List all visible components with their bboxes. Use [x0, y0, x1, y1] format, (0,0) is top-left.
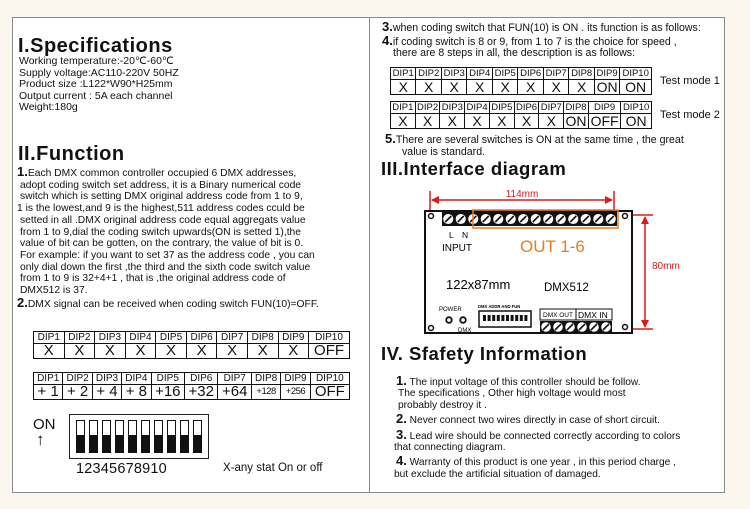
- dip-value-cell: +128: [251, 385, 280, 400]
- dip-value-cell: X: [34, 344, 65, 359]
- input-label: INPUT: [442, 243, 472, 254]
- text-line: only dial down the first ,the third and the sixth code switch value: [20, 261, 311, 273]
- dip-value-cell: X: [416, 80, 441, 95]
- dip-table-values: [33, 372, 350, 400]
- dip-header-cell: DIP1: [391, 68, 416, 80]
- text-line: value is standard.: [402, 145, 486, 158]
- dip-header-cell: DIP7: [543, 68, 568, 80]
- height-dimension-label: 80mm: [652, 261, 680, 272]
- dip-header-cell: DIP8: [251, 373, 280, 385]
- spec-line: Working temperature:-20℃-60℃: [19, 55, 174, 67]
- power-led: [446, 317, 452, 323]
- board-dip-key: [492, 315, 495, 321]
- dip-header-cell: DIP10: [621, 102, 652, 114]
- dip-header-cell: DIP1: [392, 102, 414, 113]
- text-line: switch which is setting DMX original address code from 1 to 9,: [20, 191, 303, 203]
- dip-header-cell: DIP7: [540, 102, 562, 113]
- text-line: if coding switch is 8 or 9, from 1 to 7 is the choice for speed ,: [392, 35, 677, 48]
- dip-header-cell: DIP9: [281, 373, 310, 385]
- dmx-led: [460, 317, 466, 323]
- specifications-title: I.Specifications: [18, 35, 173, 57]
- text-line: Never connect two wires directly in case of short circuit.: [406, 415, 660, 427]
- dip-value-cell: + 1: [34, 385, 63, 400]
- dip-header-cell: DIP8: [569, 68, 594, 80]
- board-dip-switch: [479, 311, 531, 327]
- dip-header-cell: DIP6: [186, 332, 217, 344]
- dip-label: DMX ADDR AND FUN: [478, 304, 521, 309]
- board-dip-key: [515, 315, 518, 321]
- dip-header-cell: DIP2: [63, 373, 92, 385]
- specifications-list: [19, 56, 179, 114]
- mount-hole: [623, 214, 628, 219]
- dip-header-cell: DIP1: [34, 373, 63, 385]
- text-line: For example: if you want to set 37 as the address code , you can: [20, 249, 315, 261]
- dip-value-cell: X: [278, 344, 309, 359]
- spec-line: Output current : 5A each channel: [19, 89, 173, 102]
- dip-switch-key: [128, 420, 137, 453]
- up-arrow-icon: ↑: [36, 430, 45, 449]
- text-line: but exclude the artificial situation of damaged.: [394, 468, 601, 480]
- text-line: Lead wire should be connected correctly according to colors: [406, 430, 681, 442]
- dmx-in-label: DMX IN: [578, 310, 608, 320]
- dip-header-cell: DIP3: [92, 373, 121, 385]
- text-line: DMX512 is 37.: [20, 285, 88, 297]
- test-mode-2-label: Test mode 2: [660, 109, 720, 121]
- power-label: POWER: [439, 307, 462, 313]
- dip-value-cell: +16: [151, 385, 184, 400]
- item-number: 2.: [396, 411, 407, 427]
- board-dip-key: [501, 315, 504, 321]
- spec-line: Supply voltage:AC110-220V 50HZ: [19, 66, 179, 79]
- dip-value-cell: X: [514, 114, 539, 129]
- dip-value-row: [391, 114, 652, 129]
- function-item-5: [385, 133, 725, 158]
- dip-value-cell: +64: [218, 385, 251, 400]
- dip-value-cell: + 8: [122, 385, 151, 400]
- dip-value-cell: +256: [281, 385, 310, 400]
- text-line: The input voltage of this controller should be follow.: [406, 377, 641, 388]
- dip-switch-key: [89, 420, 98, 453]
- dip-value-row: [391, 80, 652, 95]
- text-line: probably destroy it .: [398, 399, 487, 411]
- item-number: 4.: [382, 32, 393, 48]
- dip-header-cell: DIP2: [417, 102, 439, 113]
- dip-value-cell: ON: [621, 114, 652, 129]
- text-line: when coding switch that FUN(10) is ON . its function is as follows:: [392, 22, 701, 34]
- dip-switch-key: [167, 420, 176, 453]
- dip-value-cell: X: [440, 114, 465, 129]
- dip-value-cell: X: [391, 80, 416, 95]
- safety-title: IV. Sfafety Information: [381, 343, 588, 364]
- text-line: that connecting diagram.: [394, 442, 506, 454]
- dip-header-cell: DIP3: [441, 102, 463, 113]
- dip-header-cell: DIP3: [441, 68, 466, 80]
- text-line: DMX signal can be received when coding switch FUN(10)=OFF.: [27, 298, 319, 310]
- spec-line: Product size :L122*W90*H25mm: [19, 78, 173, 91]
- dip-value-cell: ON: [565, 113, 587, 129]
- dip-value-cell: X: [125, 344, 156, 359]
- dip-header-cell: DIP4: [467, 68, 492, 80]
- dip-value-cell: X: [186, 344, 217, 359]
- spec-line: Weight:180g: [19, 101, 78, 114]
- mount-hole: [623, 325, 628, 330]
- dip-value-cell: X: [492, 80, 517, 95]
- text-line: Warranty of this product is one year , in this period charge ,: [406, 457, 676, 469]
- mount-hole: [429, 214, 434, 219]
- dip-value-cell: X: [441, 80, 466, 95]
- width-dimension-label: 114mm: [505, 189, 539, 200]
- dip-header-cell: DIP9: [588, 102, 620, 114]
- dip-header-cell: DIP9: [278, 332, 309, 344]
- board-dip-key: [506, 315, 509, 321]
- manual-page-frame: [12, 17, 725, 493]
- dip-switch-block: [69, 414, 209, 459]
- column-divider: [369, 18, 370, 492]
- dip-header-cell: DIP6: [518, 68, 543, 80]
- text-line: there are 8 steps in all, the description is as follows:: [393, 47, 636, 60]
- dip-value-cell: X: [465, 114, 490, 129]
- test-mode-1-label: Test mode 1: [660, 75, 720, 87]
- dip-header-cell: DIP7: [217, 332, 248, 344]
- dip-value-cell: X: [518, 80, 543, 95]
- item-number: 1.: [396, 373, 407, 388]
- text-line: The specifications , Other high voltage would most: [398, 388, 626, 400]
- dip-header-cell: DIP5: [491, 102, 513, 113]
- dip-header-cell: DIP6: [185, 373, 218, 385]
- dip-switch-key: [154, 420, 163, 453]
- dip-value-row: [34, 385, 350, 400]
- dip-header-cell: DIP10: [620, 68, 652, 80]
- item-number: 5.: [385, 131, 396, 146]
- dip-value-cell: ON: [620, 80, 652, 95]
- dmx-out-label: DMX OUT: [543, 312, 573, 319]
- dmx-led-label: DMX: [458, 328, 472, 334]
- dip-switch-key: [141, 420, 150, 453]
- test-mode-2-table: [390, 101, 652, 129]
- dip-header-cell: DIP10: [310, 373, 349, 385]
- text-line: adopt coding switch set address, it is a Binary numerical code: [20, 179, 302, 191]
- dip-value-cell: X: [569, 80, 594, 95]
- board-dip-key: [483, 315, 486, 321]
- function-continued: [382, 21, 726, 60]
- dip-header-cell: DIP8: [565, 102, 587, 113]
- on-label: ON: [33, 416, 56, 433]
- test-mode-1-table: [390, 67, 652, 95]
- text-line: 1 is the lowest,and 9 is the highest,511 address codes cculd be: [17, 203, 305, 215]
- text-line: Each DMX common controller occupied 6 DMX addresses,: [27, 168, 297, 179]
- dip-header-cell: DIP8: [247, 332, 278, 344]
- dip-value-cell: X: [247, 344, 278, 359]
- terminal-n-label: N: [462, 230, 469, 240]
- dip-header-cell: DIP9: [594, 68, 619, 80]
- dip-header-row: [391, 68, 652, 80]
- dip-header-cell: DIP1: [34, 332, 65, 344]
- dip-value-cell: X: [489, 114, 514, 129]
- dip-table-any: [33, 331, 350, 359]
- dip-value-cell: X: [64, 344, 95, 359]
- dip-header-row: [391, 102, 652, 114]
- dip-value-cell: X: [217, 344, 248, 359]
- dip-value-cell: ON: [594, 80, 619, 95]
- dip-switch-key: [102, 420, 111, 453]
- dip-switch-numbers: 12345678910: [76, 461, 167, 477]
- dip-header-cell: DIP3: [95, 332, 126, 344]
- dip-header-cell: DIP6: [515, 102, 538, 113]
- top-terminal-strip: [442, 212, 617, 226]
- dip-value-cell: OFF: [309, 344, 350, 359]
- item-number: 4.: [396, 453, 407, 469]
- output-label: OUT 1-6: [520, 237, 585, 256]
- dip-switch-key: [115, 420, 124, 453]
- dip-header-cell: DIP5: [156, 332, 187, 344]
- dip-value-cell: X: [539, 114, 564, 129]
- safety-list: [388, 375, 728, 480]
- mount-hole: [429, 326, 434, 331]
- dip-header-cell: DIP4: [122, 373, 151, 385]
- dip-value-cell: + 2: [63, 385, 92, 400]
- text-line: There are several switches is ON at the same time , the great: [395, 134, 684, 146]
- dip-value-cell: X: [95, 344, 126, 359]
- interface-diagram: [408, 185, 698, 345]
- dip-note: X-any stat On or off: [223, 462, 323, 474]
- text-line: from 1 to 9,dial the coding switch upwards(ON is setted 1),the: [20, 226, 302, 238]
- dip-switch-key: [180, 420, 189, 453]
- item-number: 1.: [17, 164, 28, 179]
- model-label: DMX512: [544, 282, 589, 294]
- dip-value-row: [34, 344, 350, 359]
- function-item-1: [17, 166, 367, 310]
- dip-value-cell: + 4: [92, 385, 121, 400]
- board-dip-key: [497, 315, 500, 321]
- dmx-terminal-strip: [540, 321, 612, 333]
- dip-value-cell: OFF: [588, 114, 620, 129]
- board-dip-key: [524, 315, 527, 321]
- dip-switch-key: [193, 420, 202, 453]
- dip-header-cell: DIP7: [218, 373, 251, 385]
- dip-value-cell: OFF: [310, 385, 349, 400]
- item-number: 3.: [382, 19, 393, 34]
- text-line: value of bit can be gotten, on the contrary, the value of bit is 0.: [20, 238, 304, 250]
- dip-header-cell: DIP4: [466, 102, 488, 113]
- text-line: from 1 to 9 is 32+4+1 , that is ,the original address code of: [20, 273, 286, 285]
- dip-value-cell: X: [391, 114, 416, 129]
- dip-header-cell: DIP4: [125, 332, 156, 344]
- terminal-l-label: L: [449, 230, 454, 240]
- board-dip-key: [511, 315, 514, 321]
- board-dip-key: [488, 315, 491, 321]
- size-label: 122x87mm: [446, 277, 511, 292]
- dip-header-cell: DIP5: [151, 373, 184, 385]
- dip-value-cell: X: [156, 344, 187, 359]
- item-number: 3.: [396, 426, 407, 442]
- dip-header-cell: DIP2: [416, 68, 441, 80]
- item-number: 2.: [17, 294, 28, 310]
- text-line: setted in all .DMX original address code equal aggregats value: [20, 214, 306, 226]
- function-title: II.Function: [18, 143, 125, 165]
- dip-header-cell: DIP2: [64, 332, 95, 344]
- dip-value-cell: X: [543, 80, 568, 95]
- dip-header-cell: DIP5: [492, 68, 517, 80]
- dip-switch-key: [76, 420, 85, 453]
- dip-value-cell: X: [467, 80, 492, 95]
- dip-value-cell: +32: [185, 385, 218, 400]
- dip-value-cell: X: [415, 114, 440, 129]
- board-dip-key: [520, 315, 523, 321]
- interface-title: III.Interface diagram: [381, 158, 567, 179]
- dip-header-cell: DIP10: [309, 332, 350, 344]
